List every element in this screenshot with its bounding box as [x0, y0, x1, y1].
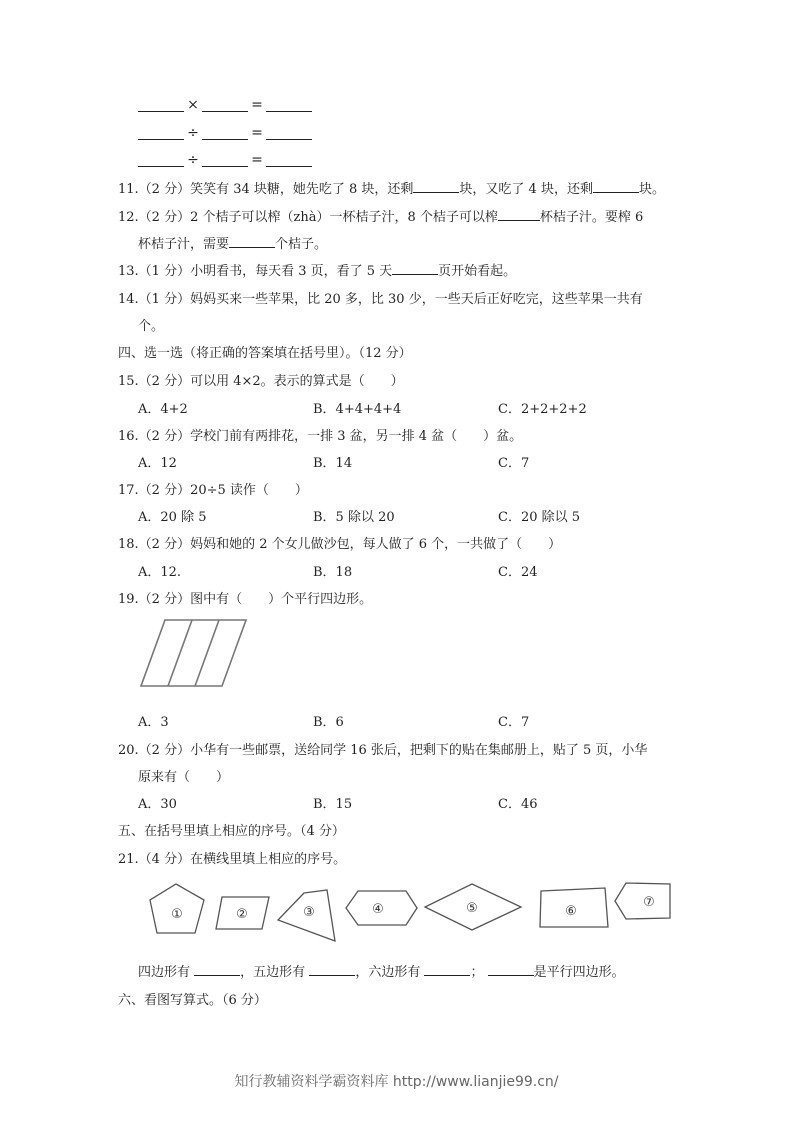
option-a[interactable]: A．3 [138, 715, 169, 730]
question-13: 13.（1 分）小明看书，每天看 3 页，看了 5 天 页开始看起。 [118, 264, 517, 279]
answer-blank[interactable] [202, 154, 248, 167]
question-18: 18.（2 分）妈妈和她的 2 个女儿做沙包，每人做了 6 个，一共做了（ ） [118, 537, 562, 552]
option-c[interactable]: C．24 [498, 565, 538, 580]
option-a[interactable]: A．12. [138, 565, 182, 580]
option-b[interactable]: B．5 除以 20 [313, 510, 395, 525]
answer-blank[interactable] [392, 262, 438, 275]
shape-label: ④ [372, 902, 384, 917]
question-20-line-2: 原来有（ ） [138, 770, 230, 785]
answer-blank[interactable] [202, 99, 248, 112]
option-a[interactable]: A．12 [138, 456, 177, 471]
answer-blank[interactable] [229, 235, 275, 248]
option-c[interactable]: C．7 [498, 715, 530, 730]
option-a[interactable]: A．4+2 [138, 402, 188, 417]
answer-blank[interactable] [138, 127, 184, 140]
footer-watermark: 知行教辅资料学霸资料库 http://www.lianjie99.cn/ [234, 1074, 559, 1090]
question-17: 17.（2 分）20÷5 读作（ ） [118, 483, 308, 498]
answer-blank[interactable] [266, 127, 312, 140]
section-6-heading: 六、看图写算式。（6 分） [118, 993, 267, 1008]
answer-blank[interactable] [138, 99, 184, 112]
shape-label: ② [236, 907, 248, 922]
option-b[interactable]: B．4+4+4+4 [313, 402, 402, 417]
option-a[interactable]: A．30 [138, 797, 177, 812]
shape-label: ① [171, 907, 183, 922]
question-14: 14.（1 分）妈妈买来一些苹果，比 20 多，比 30 少，一些天后正好吃完，这些苹果一共有 [118, 292, 643, 307]
question-11: 11.（2 分）笑笑有 34 块糖，她先吃了 8 块，还剩 块，又吃了 4 块，还剩 块。 [118, 182, 665, 197]
option-c[interactable]: C．7 [498, 456, 530, 471]
equals-sign: = [251, 152, 263, 168]
option-c[interactable]: C．20 除以 5 [498, 510, 581, 525]
question-16: 16.（2 分）学校门前有两排花，一排 3 盆，另一排 4 盆（ ）盆。 [118, 429, 523, 444]
shapes-figure [140, 878, 675, 940]
shape-label: ③ [303, 905, 315, 920]
question-21-answer-line: 四边形有 ，五边形有 ，六边形有 ； 是平行四边形。 [138, 965, 625, 980]
option-a[interactable]: A．20 除 5 [138, 510, 207, 525]
divide-sign: ÷ [187, 152, 199, 168]
equals-sign: = [251, 97, 263, 113]
answer-blank[interactable] [309, 963, 355, 976]
answer-blank[interactable] [498, 208, 540, 221]
question-19: 19.（2 分）图中有（ ）个平行四边形。 [118, 592, 373, 607]
option-b[interactable]: B．15 [313, 797, 353, 812]
question-21: 21.（4 分）在横线里填上相应的序号。 [118, 852, 347, 867]
shape-label: ⑥ [565, 904, 577, 919]
divide-sign: ÷ [187, 125, 199, 141]
answer-blank[interactable] [413, 180, 459, 193]
question-12: 12.（2 分）2 个桔子可以榨（zhà）一杯桔子汁，8 个桔子可以榨 杯桔子汁。要榨 6 [118, 210, 644, 225]
answer-blank[interactable] [138, 154, 184, 167]
answer-blank[interactable] [488, 963, 534, 976]
divider-line [195, 620, 219, 686]
option-b[interactable]: B．6 [313, 715, 344, 730]
option-c[interactable]: C．2+2+2+2 [498, 402, 587, 417]
multiply-sign: × [187, 97, 199, 113]
option-b[interactable]: B．18 [313, 565, 353, 580]
answer-blank[interactable] [593, 180, 639, 193]
option-c[interactable]: C．46 [498, 797, 538, 812]
question-20: 20.（2 分）小华有一些邮票，送给同学 16 张后，把剩下的贴在集邮册上，贴了 5 页，小华 [118, 743, 648, 758]
question-15: 15.（2 分）可以用 4×2。表示的算式是（ ） [118, 374, 404, 389]
answer-blank[interactable] [266, 154, 312, 167]
option-b[interactable]: B．14 [313, 456, 353, 471]
question-14-line-2: 个。 [138, 319, 165, 334]
section-5-heading: 五、在括号里填上相应的序号。（4 分） [118, 824, 345, 839]
parallelogram-figure [140, 618, 250, 688]
equals-sign: = [251, 125, 263, 141]
shape-label: ⑦ [643, 895, 655, 910]
question-12-line-2: 杯桔子汁，需要 个桔子。 [138, 237, 328, 252]
section-4-heading: 四、选一选（将正确的答案填在括号里）。（12 分） [118, 346, 412, 361]
shape-label: ⑤ [466, 901, 478, 916]
answer-blank[interactable] [424, 963, 470, 976]
parallelogram-outline [141, 620, 246, 686]
answer-blank[interactable] [266, 99, 312, 112]
answer-blank[interactable] [194, 963, 240, 976]
divider-line [168, 620, 192, 686]
answer-blank[interactable] [202, 127, 248, 140]
